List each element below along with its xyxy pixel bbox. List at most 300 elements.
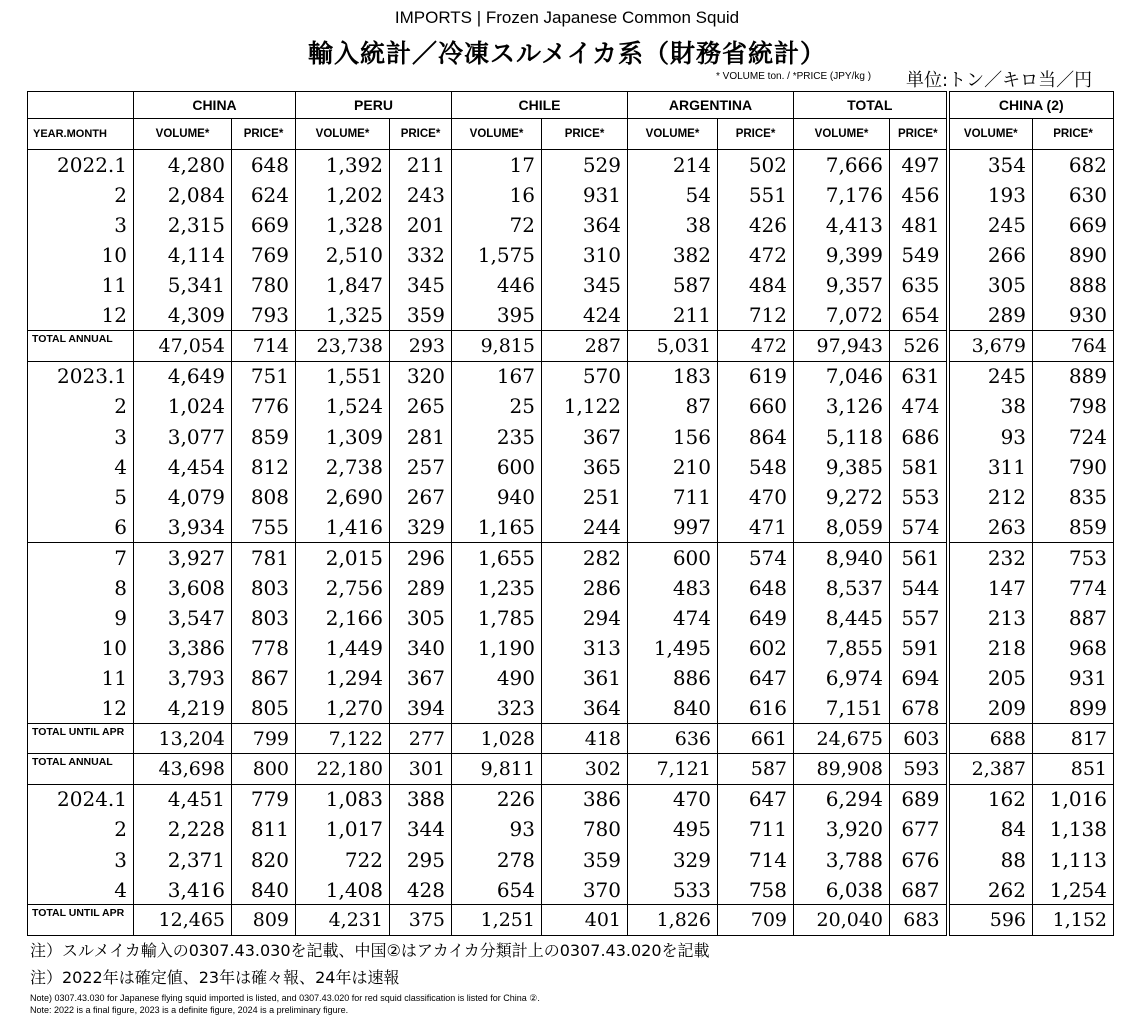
- price-cell: 551: [718, 180, 794, 210]
- price-cell: 631: [890, 361, 948, 391]
- table-row: [28, 452, 1114, 482]
- table-row: [28, 421, 1114, 451]
- volume-cell: 1,190: [452, 633, 542, 663]
- price-cell: 714: [232, 331, 296, 361]
- row-label: 11: [28, 663, 134, 693]
- price-cell: 820: [232, 845, 296, 875]
- price-cell: 244: [542, 512, 628, 542]
- price-cell: 365: [542, 452, 628, 482]
- row-label: 11: [28, 270, 134, 300]
- volume-cell: 25: [452, 391, 542, 421]
- price-cell: 282: [542, 542, 628, 572]
- volume-cell: 6,974: [794, 663, 890, 693]
- table-row: [28, 814, 1114, 844]
- volume-cell: 1,847: [296, 270, 390, 300]
- price-cell: 364: [542, 693, 628, 723]
- table-row: [28, 210, 1114, 240]
- volume-cell: 156: [628, 421, 718, 451]
- price-cell: 683: [890, 905, 948, 936]
- volume-cell: 193: [948, 180, 1033, 210]
- volume-cell: 4,649: [134, 361, 232, 391]
- volume-cell: 2,690: [296, 482, 390, 512]
- volume-cell: 8,059: [794, 512, 890, 542]
- table-row: [28, 240, 1114, 270]
- volume-cell: 4,219: [134, 693, 232, 723]
- volume-cell: 1,785: [452, 603, 542, 633]
- row-label: 3: [28, 845, 134, 875]
- price-cell: 931: [1033, 663, 1114, 693]
- price-cell: 388: [390, 784, 452, 814]
- header-volume: VOLUME*: [452, 119, 542, 150]
- price-cell: 294: [542, 603, 628, 633]
- row-label: TOTAL ANNUAL: [28, 331, 134, 361]
- table-row: [28, 512, 1114, 542]
- volume-cell: 245: [948, 210, 1033, 240]
- price-cell: 287: [542, 331, 628, 361]
- price-cell: 367: [542, 421, 628, 451]
- price-cell: 859: [1033, 512, 1114, 542]
- volume-cell: 289: [948, 301, 1033, 331]
- price-cell: 295: [390, 845, 452, 875]
- price-cell: 809: [232, 905, 296, 936]
- price-cell: 635: [890, 270, 948, 300]
- volume-cell: 1,083: [296, 784, 390, 814]
- row-label: 4: [28, 452, 134, 482]
- volume-cell: 329: [628, 845, 718, 875]
- row-label: 8: [28, 573, 134, 603]
- row-label: 2: [28, 814, 134, 844]
- price-cell: 968: [1033, 633, 1114, 663]
- volume-cell: 587: [628, 270, 718, 300]
- volume-cell: 7,046: [794, 361, 890, 391]
- volume-cell: 1,325: [296, 301, 390, 331]
- price-cell: 548: [718, 452, 794, 482]
- volume-cell: 470: [628, 784, 718, 814]
- price-cell: 593: [890, 754, 948, 784]
- volume-cell: 636: [628, 724, 718, 754]
- price-cell: 553: [890, 482, 948, 512]
- table-row: [28, 542, 1114, 572]
- volume-cell: 5,341: [134, 270, 232, 300]
- volume-cell: 266: [948, 240, 1033, 270]
- volume-cell: 3,920: [794, 814, 890, 844]
- price-cell: 281: [390, 421, 452, 451]
- price-cell: 758: [718, 875, 794, 905]
- table-row: [28, 663, 1114, 693]
- price-cell: 474: [890, 391, 948, 421]
- volume-cell: 9,399: [794, 240, 890, 270]
- price-cell: 676: [890, 845, 948, 875]
- price-cell: 779: [232, 784, 296, 814]
- row-label: TOTAL UNTIL APR: [28, 905, 134, 936]
- price-cell: 251: [542, 482, 628, 512]
- price-cell: 265: [390, 391, 452, 421]
- title-jp: 輸入統計／冷凍スルメイカ系（財務省統計）: [307, 39, 826, 68]
- price-cell: 677: [890, 814, 948, 844]
- volume-cell: 1,235: [452, 573, 542, 603]
- price-cell: 375: [390, 905, 452, 936]
- volume-cell: 4,280: [134, 150, 232, 180]
- header-volume: VOLUME*: [134, 119, 232, 150]
- volume-cell: 7,072: [794, 301, 890, 331]
- row-label: 2023.1: [28, 361, 134, 391]
- volume-cell: 8,445: [794, 603, 890, 633]
- price-cell: 591: [890, 633, 948, 663]
- volume-cell: 7,176: [794, 180, 890, 210]
- price-cell: 603: [890, 724, 948, 754]
- volume-cell: 711: [628, 482, 718, 512]
- price-cell: 867: [232, 663, 296, 693]
- volume-cell: 2,166: [296, 603, 390, 633]
- price-cell: 471: [718, 512, 794, 542]
- volume-cell: 1,416: [296, 512, 390, 542]
- volume-cell: 7,151: [794, 693, 890, 723]
- table-row: [28, 361, 1114, 391]
- volume-cell: 23,738: [296, 331, 390, 361]
- price-cell: 811: [232, 814, 296, 844]
- row-label: TOTAL UNTIL APR: [28, 724, 134, 754]
- price-cell: 367: [390, 663, 452, 693]
- price-cell: 472: [718, 331, 794, 361]
- table-row: [28, 693, 1114, 723]
- price-cell: 345: [542, 270, 628, 300]
- volume-cell: 3,547: [134, 603, 232, 633]
- imports-table: [27, 91, 1114, 936]
- price-cell: 890: [1033, 240, 1114, 270]
- price-cell: 426: [718, 210, 794, 240]
- total-row: [28, 331, 1114, 361]
- volume-cell: 354: [948, 150, 1033, 180]
- price-cell: 694: [890, 663, 948, 693]
- volume-cell: 1,270: [296, 693, 390, 723]
- price-cell: 800: [232, 754, 296, 784]
- header-price: PRICE*: [890, 119, 948, 150]
- price-cell: 340: [390, 633, 452, 663]
- price-cell: 930: [1033, 301, 1114, 331]
- price-cell: 889: [1033, 361, 1114, 391]
- price-cell: 803: [232, 573, 296, 603]
- volume-cell: 262: [948, 875, 1033, 905]
- volume-cell: 596: [948, 905, 1033, 936]
- header-blank: [28, 92, 134, 119]
- volume-cell: 263: [948, 512, 1033, 542]
- price-cell: 361: [542, 663, 628, 693]
- price-cell: 751: [232, 361, 296, 391]
- volume-cell: 600: [628, 542, 718, 572]
- price-cell: 682: [1033, 150, 1114, 180]
- price-cell: 359: [390, 301, 452, 331]
- volume-cell: 1,024: [134, 391, 232, 421]
- price-cell: 780: [232, 270, 296, 300]
- volume-cell: 226: [452, 784, 542, 814]
- header-country: ARGENTINA: [628, 92, 794, 119]
- volume-cell: 9,357: [794, 270, 890, 300]
- price-cell: 711: [718, 814, 794, 844]
- price-cell: 769: [232, 240, 296, 270]
- volume-cell: 93: [948, 421, 1033, 451]
- volume-cell: 3,126: [794, 391, 890, 421]
- price-cell: 293: [390, 331, 452, 361]
- price-cell: 661: [718, 724, 794, 754]
- price-cell: 497: [890, 150, 948, 180]
- price-cell: 277: [390, 724, 452, 754]
- price-cell: 329: [390, 512, 452, 542]
- total-row: [28, 724, 1114, 754]
- price-cell: 859: [232, 421, 296, 451]
- volume-cell: 600: [452, 452, 542, 482]
- price-cell: 764: [1033, 331, 1114, 361]
- header-country: PERU: [296, 92, 452, 119]
- row-label: 10: [28, 240, 134, 270]
- price-cell: 1,113: [1033, 845, 1114, 875]
- price-cell: 669: [1033, 210, 1114, 240]
- row-label: 4: [28, 875, 134, 905]
- volume-cell: 16: [452, 180, 542, 210]
- price-cell: 1,254: [1033, 875, 1114, 905]
- volume-cell: 209: [948, 693, 1033, 723]
- volume-cell: 1,408: [296, 875, 390, 905]
- table-row: [28, 270, 1114, 300]
- note-jp-2: 注）2022年は確定値、23年は確々報、24年は速報: [30, 968, 400, 987]
- row-label: 6: [28, 512, 134, 542]
- volume-cell: 1,294: [296, 663, 390, 693]
- header-country: CHINA: [134, 92, 296, 119]
- volume-cell: 4,454: [134, 452, 232, 482]
- price-cell: 817: [1033, 724, 1114, 754]
- price-cell: 456: [890, 180, 948, 210]
- row-label: 2: [28, 180, 134, 210]
- table-row: [28, 301, 1114, 331]
- header-country: CHILE: [452, 92, 628, 119]
- volume-cell: 654: [452, 875, 542, 905]
- volume-cell: 490: [452, 663, 542, 693]
- volume-cell: 232: [948, 542, 1033, 572]
- volume-cell: 533: [628, 875, 718, 905]
- volume-cell: 382: [628, 240, 718, 270]
- price-cell: 812: [232, 452, 296, 482]
- price-cell: 305: [390, 603, 452, 633]
- volume-cell: 2,228: [134, 814, 232, 844]
- price-cell: 714: [718, 845, 794, 875]
- volume-cell: 997: [628, 512, 718, 542]
- price-cell: 647: [718, 663, 794, 693]
- price-cell: 709: [718, 905, 794, 936]
- volume-cell: 688: [948, 724, 1033, 754]
- volume-cell: 235: [452, 421, 542, 451]
- price-cell: 211: [390, 150, 452, 180]
- volume-cell: 1,165: [452, 512, 542, 542]
- volume-cell: 72: [452, 210, 542, 240]
- price-cell: 776: [232, 391, 296, 421]
- volume-cell: 474: [628, 603, 718, 633]
- price-cell: 808: [232, 482, 296, 512]
- header-price: PRICE*: [718, 119, 794, 150]
- volume-cell: 2,738: [296, 452, 390, 482]
- table-row: [28, 845, 1114, 875]
- price-cell: 470: [718, 482, 794, 512]
- volume-cell: 89,908: [794, 754, 890, 784]
- row-label: 2022.1: [28, 150, 134, 180]
- price-cell: 472: [718, 240, 794, 270]
- volume-cell: 4,114: [134, 240, 232, 270]
- volume-cell: 446: [452, 270, 542, 300]
- price-cell: 418: [542, 724, 628, 754]
- volume-cell: 97,943: [794, 331, 890, 361]
- price-cell: 481: [890, 210, 948, 240]
- volume-cell: 205: [948, 663, 1033, 693]
- volume-cell: 213: [948, 603, 1033, 633]
- table-row: [28, 180, 1114, 210]
- volume-cell: 1,495: [628, 633, 718, 663]
- price-cell: 790: [1033, 452, 1114, 482]
- price-cell: 602: [718, 633, 794, 663]
- header-price: PRICE*: [390, 119, 452, 150]
- volume-cell: 1,309: [296, 421, 390, 451]
- volume-cell: 3,793: [134, 663, 232, 693]
- header-volume: VOLUME*: [628, 119, 718, 150]
- volume-cell: 3,416: [134, 875, 232, 905]
- row-label: 12: [28, 301, 134, 331]
- volume-cell: 1,028: [452, 724, 542, 754]
- price-cell: 616: [718, 693, 794, 723]
- volume-cell: 54: [628, 180, 718, 210]
- price-cell: 835: [1033, 482, 1114, 512]
- volume-cell: 2,015: [296, 542, 390, 572]
- price-cell: 301: [390, 754, 452, 784]
- volume-cell: 9,815: [452, 331, 542, 361]
- price-cell: 561: [890, 542, 948, 572]
- table-row: [28, 603, 1114, 633]
- volume-cell: 38: [948, 391, 1033, 421]
- volume-cell: 1,575: [452, 240, 542, 270]
- price-cell: 267: [390, 482, 452, 512]
- volume-cell: 3,788: [794, 845, 890, 875]
- volume-cell: 38: [628, 210, 718, 240]
- note-en-1: Note) 0307.43.030 for Japanese flying squid imported is listed, and 0307.43.020 for red squid classification is listed for China ②.: [30, 993, 540, 1003]
- volume-cell: 8,537: [794, 573, 890, 603]
- price-cell: 1,016: [1033, 784, 1114, 814]
- price-cell: 544: [890, 573, 948, 603]
- price-cell: 386: [542, 784, 628, 814]
- table-row: [28, 391, 1114, 421]
- table-body: [28, 150, 1114, 936]
- volume-cell: 3,927: [134, 542, 232, 572]
- price-cell: 257: [390, 452, 452, 482]
- volume-cell: 8,940: [794, 542, 890, 572]
- volume-cell: 17: [452, 150, 542, 180]
- price-cell: 502: [718, 150, 794, 180]
- volume-cell: 1,655: [452, 542, 542, 572]
- volume-cell: 1,449: [296, 633, 390, 663]
- price-cell: 394: [390, 693, 452, 723]
- price-cell: 587: [718, 754, 794, 784]
- volume-cell: 162: [948, 784, 1033, 814]
- volume-cell: 7,121: [628, 754, 718, 784]
- volume-cell: 6,038: [794, 875, 890, 905]
- header-price: PRICE*: [1033, 119, 1114, 150]
- price-cell: 755: [232, 512, 296, 542]
- volume-cell: 7,122: [296, 724, 390, 754]
- total-row: [28, 905, 1114, 936]
- note-jp-1: 注）スルメイカ輸入の0307.43.030を記載、中国②はアカイカ分類計上の0307.43.020を記載: [30, 941, 710, 960]
- volume-cell: 88: [948, 845, 1033, 875]
- price-cell: 778: [232, 633, 296, 663]
- header-year-month: YEAR.MONTH: [28, 119, 134, 150]
- volume-cell: 2,387: [948, 754, 1033, 784]
- row-label: 2024.1: [28, 784, 134, 814]
- volume-cell: 1,328: [296, 210, 390, 240]
- price-cell: 724: [1033, 421, 1114, 451]
- volume-cell: 5,118: [794, 421, 890, 451]
- header-volume: VOLUME*: [948, 119, 1033, 150]
- price-cell: 781: [232, 542, 296, 572]
- volume-cell: 3,934: [134, 512, 232, 542]
- price-cell: 1,138: [1033, 814, 1114, 844]
- volume-cell: 1,251: [452, 905, 542, 936]
- price-cell: 888: [1033, 270, 1114, 300]
- price-cell: 678: [890, 693, 948, 723]
- volume-cell: 93: [452, 814, 542, 844]
- volume-cell: 9,272: [794, 482, 890, 512]
- price-cell: 669: [232, 210, 296, 240]
- price-cell: 753: [1033, 542, 1114, 572]
- volume-cell: 840: [628, 693, 718, 723]
- volume-cell: 311: [948, 452, 1033, 482]
- volume-cell: 495: [628, 814, 718, 844]
- price-cell: 529: [542, 150, 628, 180]
- volume-cell: 47,054: [134, 331, 232, 361]
- row-label: 7: [28, 542, 134, 572]
- total-row: [28, 754, 1114, 784]
- header-volume: VOLUME*: [794, 119, 890, 150]
- volume-cell: 323: [452, 693, 542, 723]
- table-row: [28, 573, 1114, 603]
- volume-cell: 4,079: [134, 482, 232, 512]
- price-cell: 526: [890, 331, 948, 361]
- price-cell: 793: [232, 301, 296, 331]
- price-cell: 243: [390, 180, 452, 210]
- title-en: IMPORTS | Frozen Japanese Common Squid: [394, 8, 740, 27]
- table-row: [28, 875, 1114, 905]
- volume-cell: 22,180: [296, 754, 390, 784]
- volume-cell: 3,077: [134, 421, 232, 451]
- volume-cell: 3,679: [948, 331, 1033, 361]
- price-cell: 630: [1033, 180, 1114, 210]
- price-cell: 1,152: [1033, 905, 1114, 936]
- volume-cell: 305: [948, 270, 1033, 300]
- volume-cell: 722: [296, 845, 390, 875]
- price-cell: 557: [890, 603, 948, 633]
- volume-cell: 84: [948, 814, 1033, 844]
- price-cell: 313: [542, 633, 628, 663]
- price-cell: 345: [390, 270, 452, 300]
- row-label: 3: [28, 421, 134, 451]
- volume-cell: 24,675: [794, 724, 890, 754]
- header-country: TOTAL: [794, 92, 948, 119]
- row-label: 2: [28, 391, 134, 421]
- price-cell: 201: [390, 210, 452, 240]
- volume-cell: 6,294: [794, 784, 890, 814]
- price-cell: 648: [718, 573, 794, 603]
- volume-cell: 2,084: [134, 180, 232, 210]
- volume-cell: 1,202: [296, 180, 390, 210]
- price-cell: 296: [390, 542, 452, 572]
- volume-cell: 4,231: [296, 905, 390, 936]
- volume-cell: 3,608: [134, 573, 232, 603]
- volume-cell: 4,451: [134, 784, 232, 814]
- volume-cell: 3,386: [134, 633, 232, 663]
- price-cell: 780: [542, 814, 628, 844]
